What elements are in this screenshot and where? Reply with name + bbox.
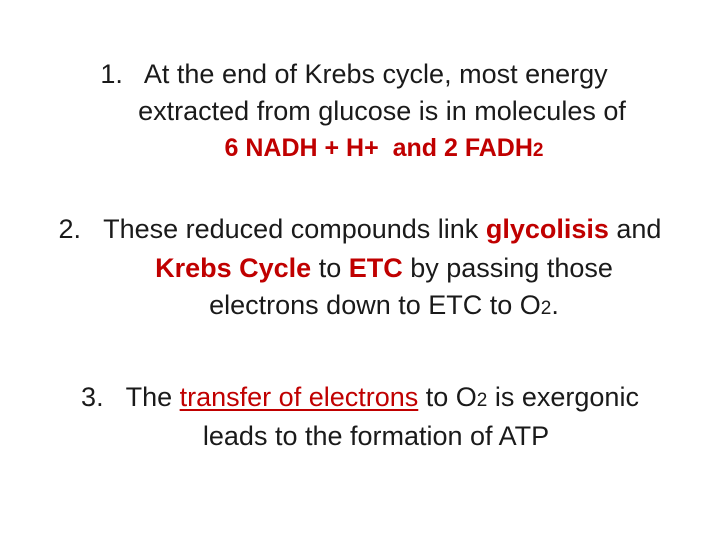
item2-line1-text-b: and — [608, 214, 662, 244]
item3-line1-text-c: is exergonic — [487, 382, 639, 412]
item2-line1 — [0, 211, 720, 247]
item2-line2-text-a: to — [311, 253, 349, 283]
item2-highlight-etc: ETC — [348, 253, 403, 283]
item3-number: 3. — [81, 382, 104, 412]
item1-number: 1. — [100, 59, 123, 89]
item3-line2 — [16, 418, 720, 454]
item1-line2-text: extracted from glucose is in molecules of — [138, 96, 626, 126]
item2-line3-text-a: electrons down to ETC to O — [209, 290, 541, 320]
item1-fadh-subscript: 2 — [532, 140, 544, 161]
item2-line3-text-b: . — [551, 290, 559, 320]
item3-o2-subscript: 2 — [476, 390, 488, 411]
item2-line3 — [24, 287, 720, 327]
item2-o2-subscript: 2 — [540, 298, 552, 319]
item2-line2-text-b: by passing those — [402, 253, 613, 283]
item3-highlight-transfer-of-electrons: transfer of electrons — [179, 382, 419, 412]
item2-line1-text-a: These reduced compounds link — [103, 214, 486, 244]
item1-highlight-nadh-fadh: 6 NADH + H+ and 2 FADH — [224, 134, 533, 162]
item1-line3 — [24, 130, 720, 169]
item3-line1-text-b: to O — [418, 382, 477, 412]
item2-number: 2. — [58, 214, 82, 244]
item3-line1-text-a: The — [125, 382, 180, 412]
item2-line2 — [24, 250, 720, 286]
item3-line2-text: leads to the formation of ATP — [202, 421, 550, 451]
item1-line1 — [0, 56, 714, 92]
item1-line2 — [22, 93, 720, 129]
item1-line1-text: At the end of Krebs cycle, most energy — [143, 59, 608, 89]
item2-highlight-glycolisis: glycolisis — [485, 214, 609, 244]
item2-highlight-krebs-cycle: Krebs Cycle — [155, 253, 312, 283]
item3-line1 — [0, 379, 720, 419]
